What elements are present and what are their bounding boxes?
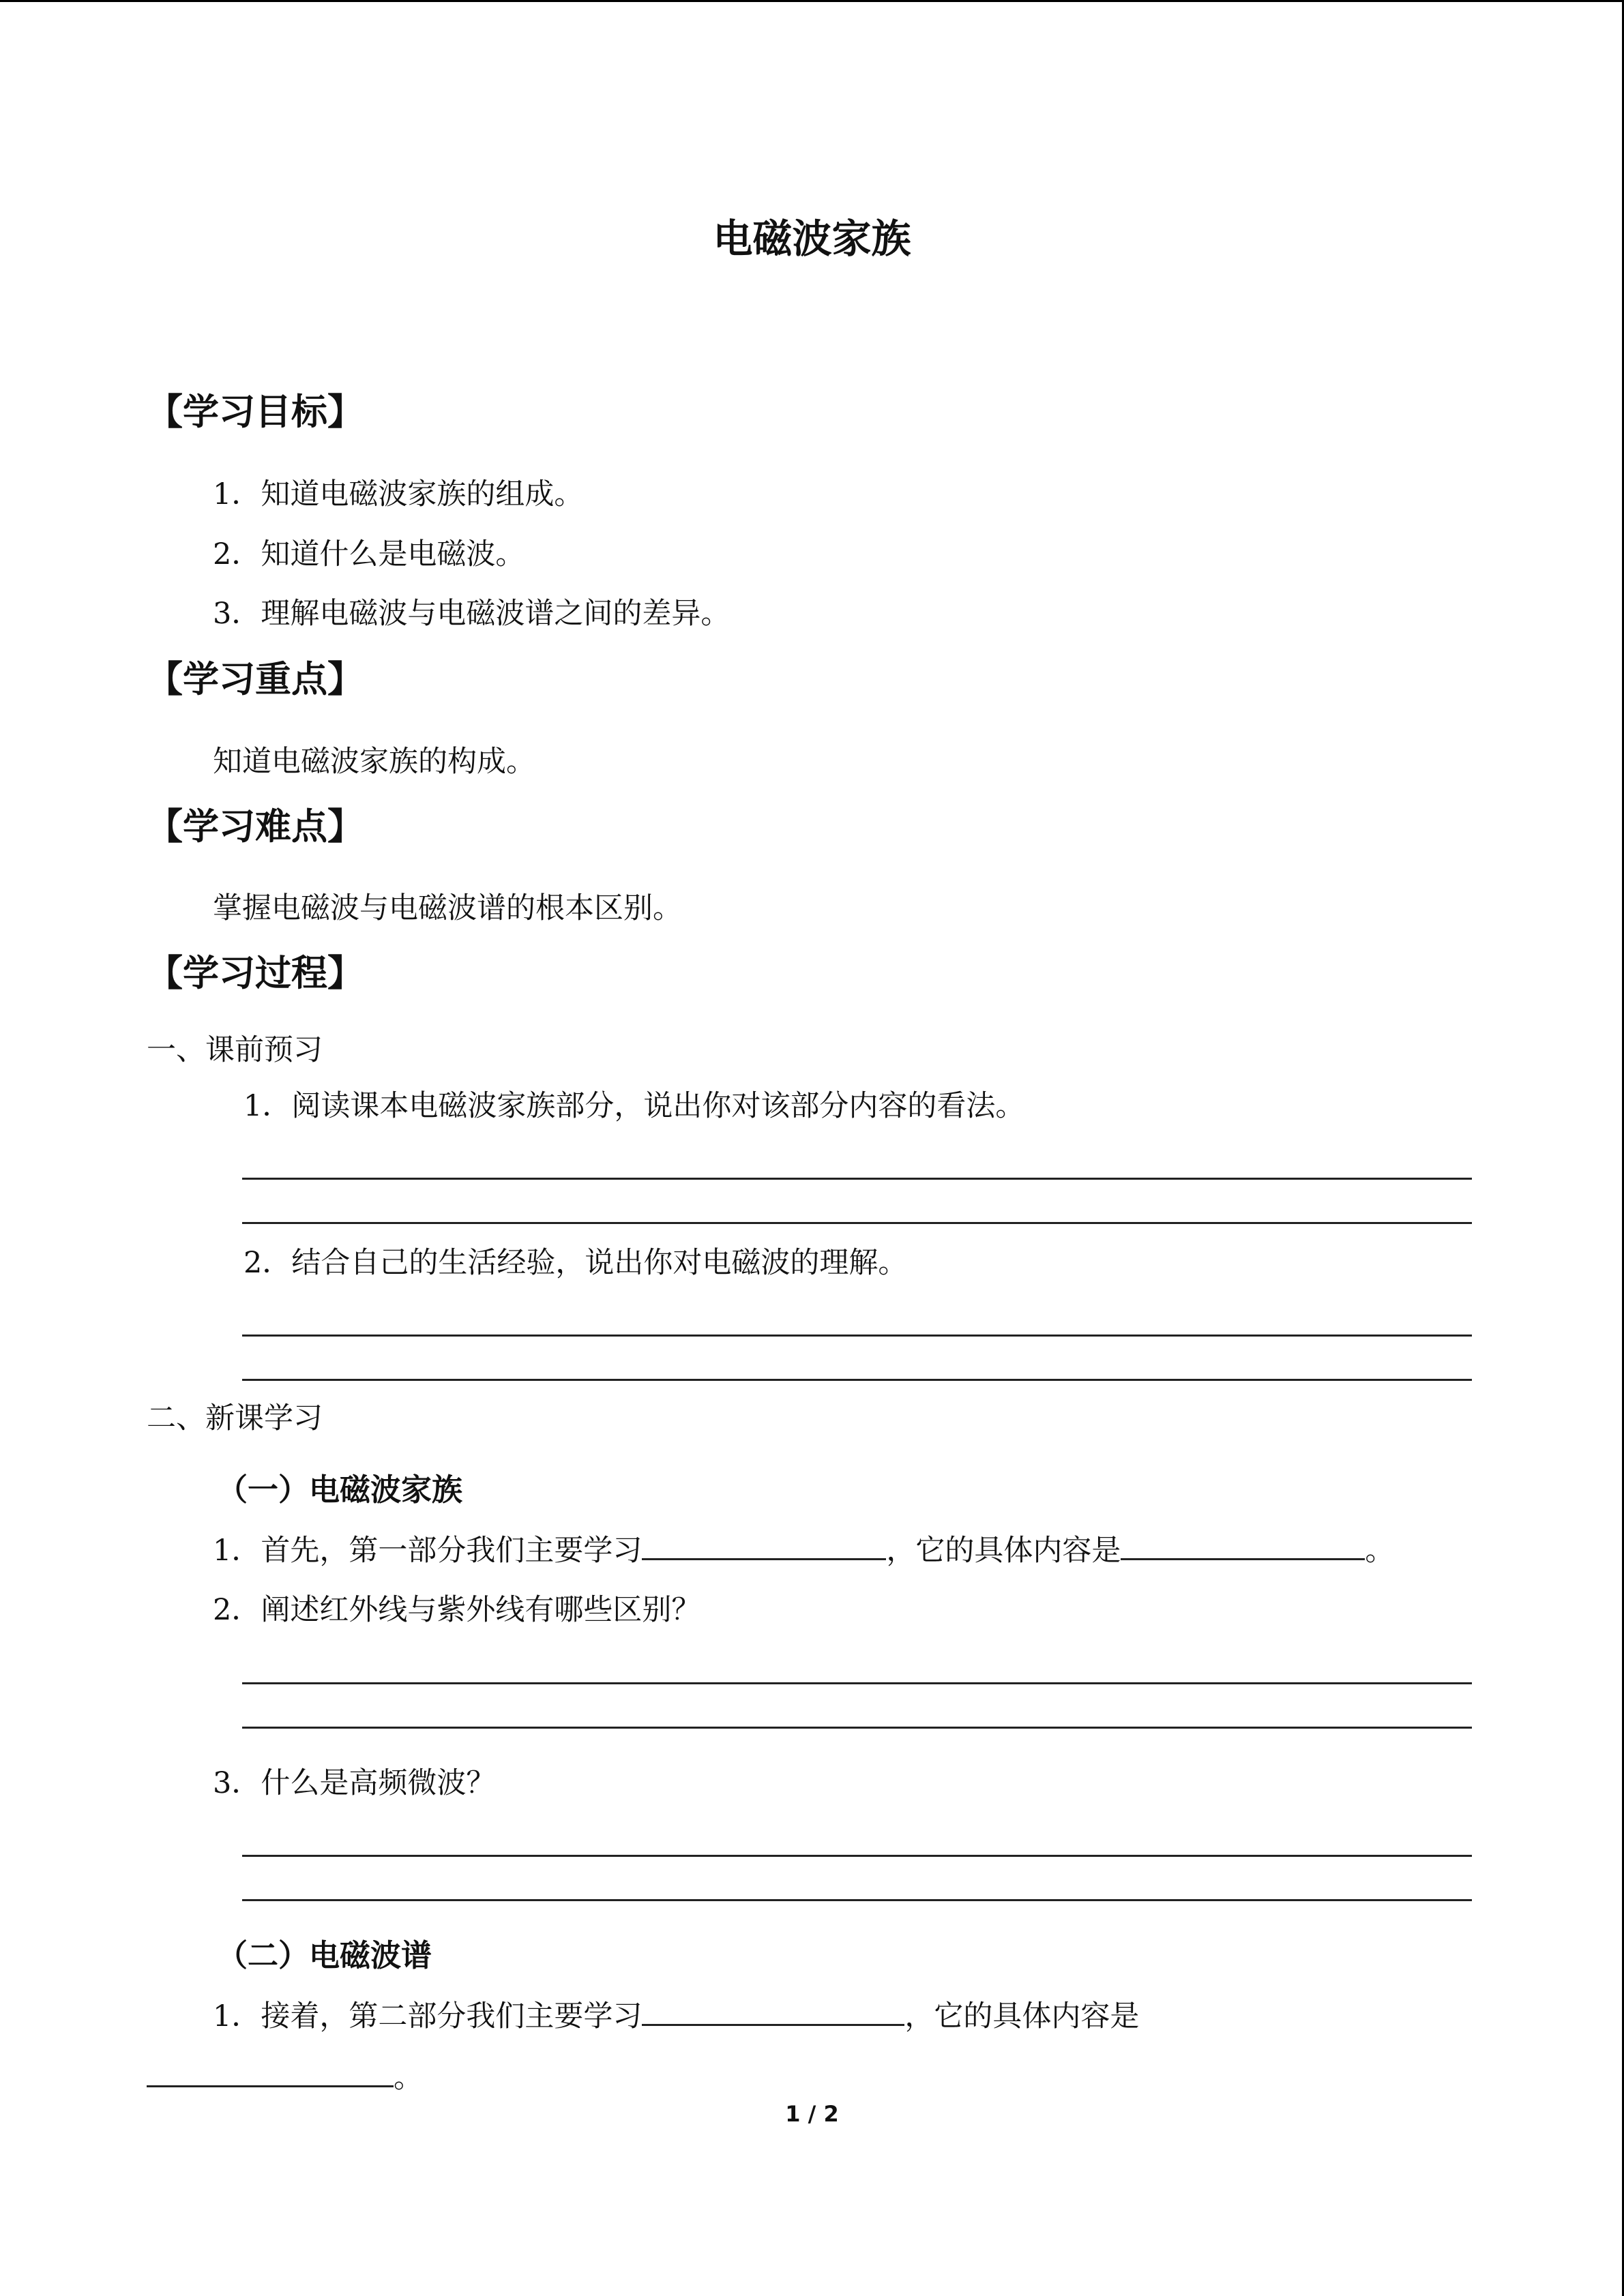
key-points-text: 知道电磁波家族的构成。: [213, 745, 535, 779]
fill-blank[interactable]: [1121, 1531, 1365, 1560]
answer-line[interactable]: [242, 1682, 1472, 1684]
page-number: 1 / 2: [785, 2101, 839, 2127]
fill-blank[interactable]: [642, 1531, 886, 1560]
part1-question-3: 3．什么是高频微波？: [213, 1766, 496, 1800]
objectives-heading: 【学习目标】: [147, 391, 364, 433]
part2-question-1-continued: [147, 2057, 423, 2098]
objective-item-2: 2．知道什么是电磁波。: [213, 537, 525, 571]
difficulties-text: 掌握电磁波与电磁波谱的根本区别。: [213, 891, 682, 925]
objective-item-3: 3．理解电磁波与电磁波谱之间的差异。: [213, 597, 730, 631]
part1-q1-prefix: 1．首先，第一部分我们主要学习: [213, 1534, 643, 1568]
preview-question-2: 2．结合自己的生活经验，说出你对电磁波的理解。: [243, 1246, 908, 1280]
part2-q1-prefix: 1．接着，第二部分我们主要学习: [213, 1999, 643, 2033]
answer-line[interactable]: [242, 1178, 1472, 1180]
answer-line[interactable]: [242, 1222, 1472, 1224]
fill-blank[interactable]: [642, 1997, 904, 2026]
process-heading: 【学习过程】: [147, 953, 364, 994]
answer-line[interactable]: [242, 1727, 1472, 1729]
page-border-top: [0, 0, 1624, 2]
new-lesson-title: 二、新课学习: [147, 1401, 323, 1435]
answer-line[interactable]: [242, 1855, 1472, 1857]
fill-blank[interactable]: [147, 2058, 394, 2087]
objective-item-1: 1．知道电磁波家族的组成。: [213, 477, 584, 511]
part1-q1-middle: ，它的具体内容是: [886, 1534, 1121, 1568]
difficulties-heading: 【学习难点】: [147, 806, 364, 848]
answer-line[interactable]: [242, 1899, 1472, 1901]
part2-title: （二）电磁波谱: [217, 1937, 432, 1973]
part1-title: （一）电磁波家族: [217, 1472, 463, 1508]
answer-line[interactable]: [242, 1335, 1472, 1337]
part1-q1-end: 。: [1365, 1534, 1395, 1568]
part1-question-2: 2．阐述红外线与紫外线有哪些区别？: [213, 1593, 701, 1627]
page-title: 电磁波家族: [713, 215, 911, 262]
answer-line[interactable]: [242, 1379, 1472, 1381]
preview-title: 一、课前预习: [147, 1033, 323, 1067]
preview-question-1: 1．阅读课本电磁波家族部分，说出你对该部分内容的看法。: [243, 1089, 1025, 1123]
key-points-heading: 【学习重点】: [147, 659, 364, 700]
part2-question-1: [213, 1996, 1139, 2037]
part2-q1-end: 。: [394, 2061, 423, 2095]
part1-question-1: [213, 1530, 1394, 1571]
part2-q1-middle: ，它的具体内容是: [904, 1999, 1140, 2033]
